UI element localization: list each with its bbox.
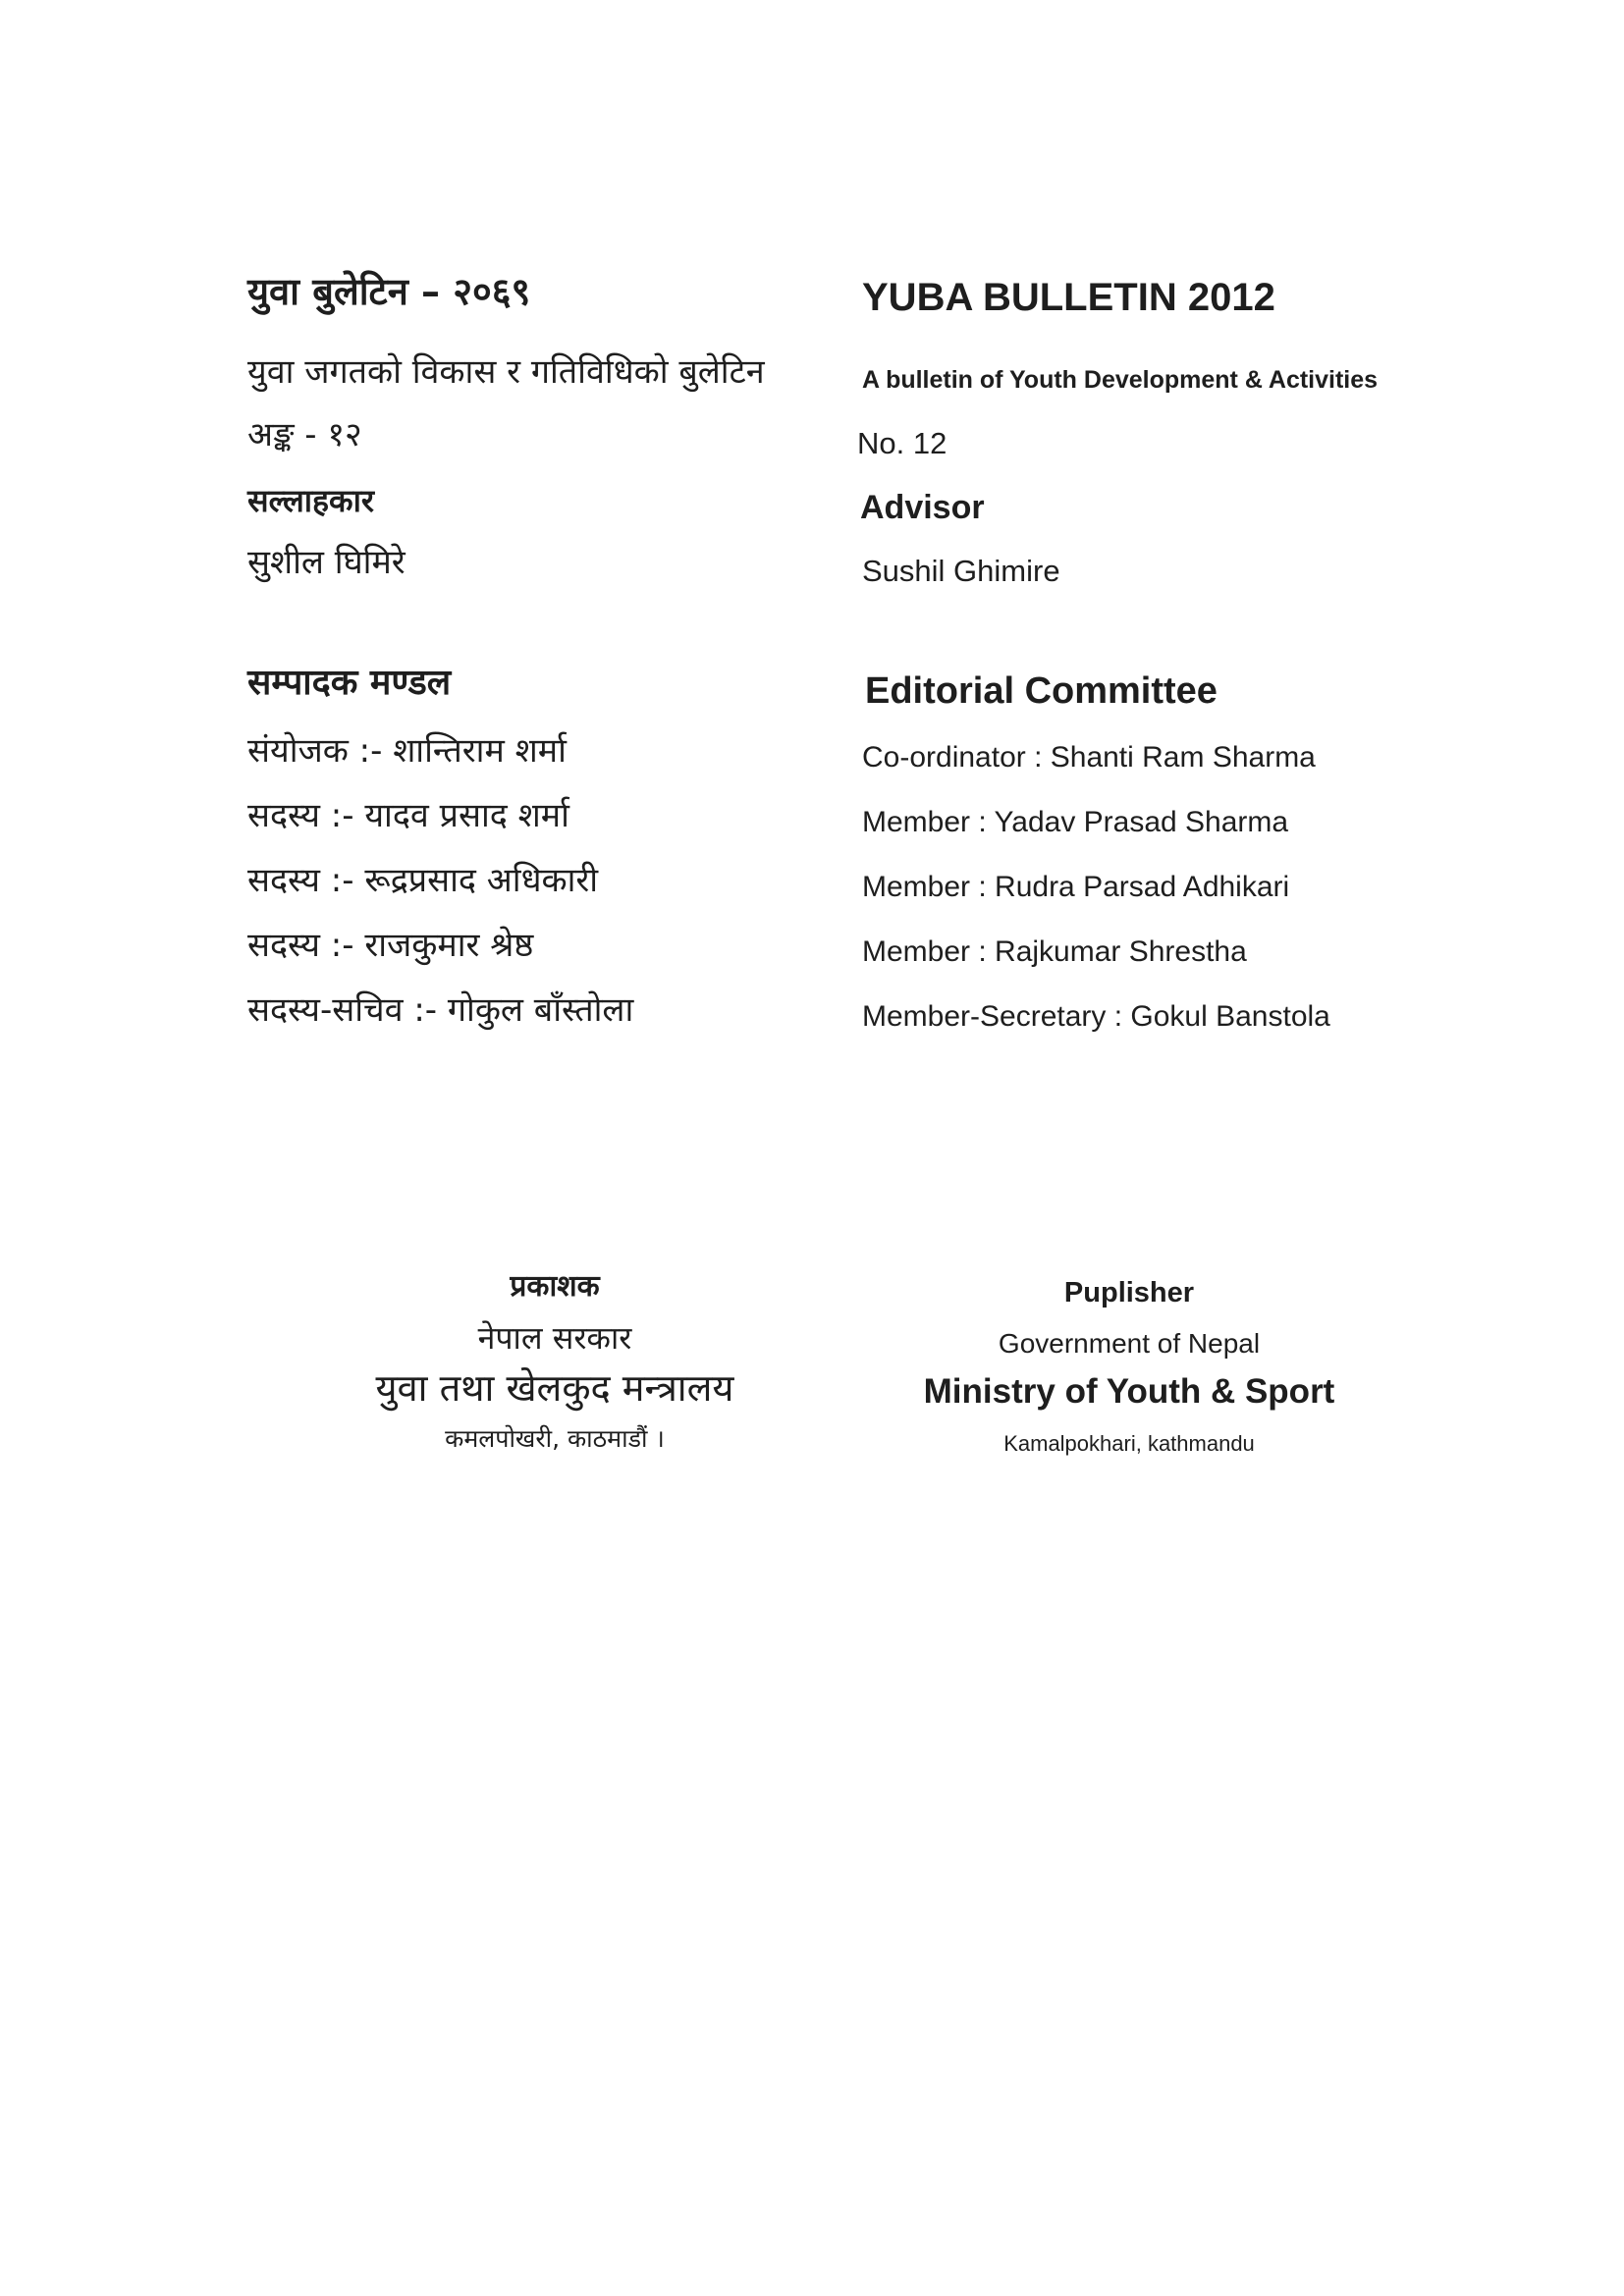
english-editorial-heading: Editorial Committee	[865, 670, 1218, 712]
nepali-publisher-address: कमलपोखरी, काठमाडौं ।	[445, 1424, 665, 1453]
english-member-coordinator: Co-ordinator : Shanti Ram Sharma	[862, 741, 1316, 774]
nepali-editorial-heading: सम्पादक मण्डल	[247, 663, 452, 703]
nepali-publisher-government: नेपाल सरकार	[477, 1319, 632, 1357]
english-issue-number: No. 12	[857, 426, 947, 460]
nepali-member-secretary: सदस्य-सचिव :- गोकुल बाँस्तोला	[247, 990, 634, 1030]
english-advisor-heading: Advisor	[860, 489, 985, 526]
english-title: YUBA BULLETIN 2012	[862, 276, 1275, 319]
english-member: Member : Rudra Parsad Adhikari	[862, 871, 1290, 903]
nepali-publisher-heading: प्रकाशक	[510, 1269, 600, 1304]
english-member: Member : Yadav Prasad Sharma	[862, 806, 1289, 838]
english-subtitle: A bulletin of Youth Development & Activities	[862, 366, 1379, 394]
nepali-subtitle: युवा जगतको विकास र गतिविधिको बुलेटिन	[247, 352, 765, 392]
nepali-title: युवा बुलेटिन – २०६९	[247, 270, 531, 313]
english-member: Member : Rajkumar Shrestha	[862, 935, 1247, 968]
nepali-publisher-ministry: युवा तथा खेलकुद मन्त्रालय	[375, 1366, 734, 1410]
nepali-member-coordinator: संयोजक :- शान्तिराम शर्मा	[247, 731, 567, 771]
english-member-secretary: Member-Secretary : Gokul Banstola	[862, 1000, 1330, 1033]
english-publisher-ministry: Ministry of Youth & Sport	[923, 1372, 1335, 1411]
nepali-issue-number: अङ्क - १२	[247, 415, 362, 454]
nepali-advisor-name: सुशील घिमिरे	[247, 543, 406, 582]
nepali-advisor-heading: सल्लाहकार	[247, 482, 374, 519]
english-publisher-address: Kamalpokhari, kathmandu	[1003, 1431, 1255, 1456]
nepali-member: सदस्य :- रूद्रप्रसाद अधिकारी	[247, 861, 599, 900]
nepali-member: सदस्य :- यादव प्रसाद शर्मा	[247, 796, 569, 835]
nepali-member: सदस्य :- राजकुमार श्रेष्ठ	[247, 926, 534, 965]
english-publisher-heading: Puplisher	[1063, 1277, 1195, 1308]
english-publisher-government: Government of Nepal	[998, 1328, 1261, 1359]
english-advisor-name: Sushil Ghimire	[862, 554, 1060, 588]
